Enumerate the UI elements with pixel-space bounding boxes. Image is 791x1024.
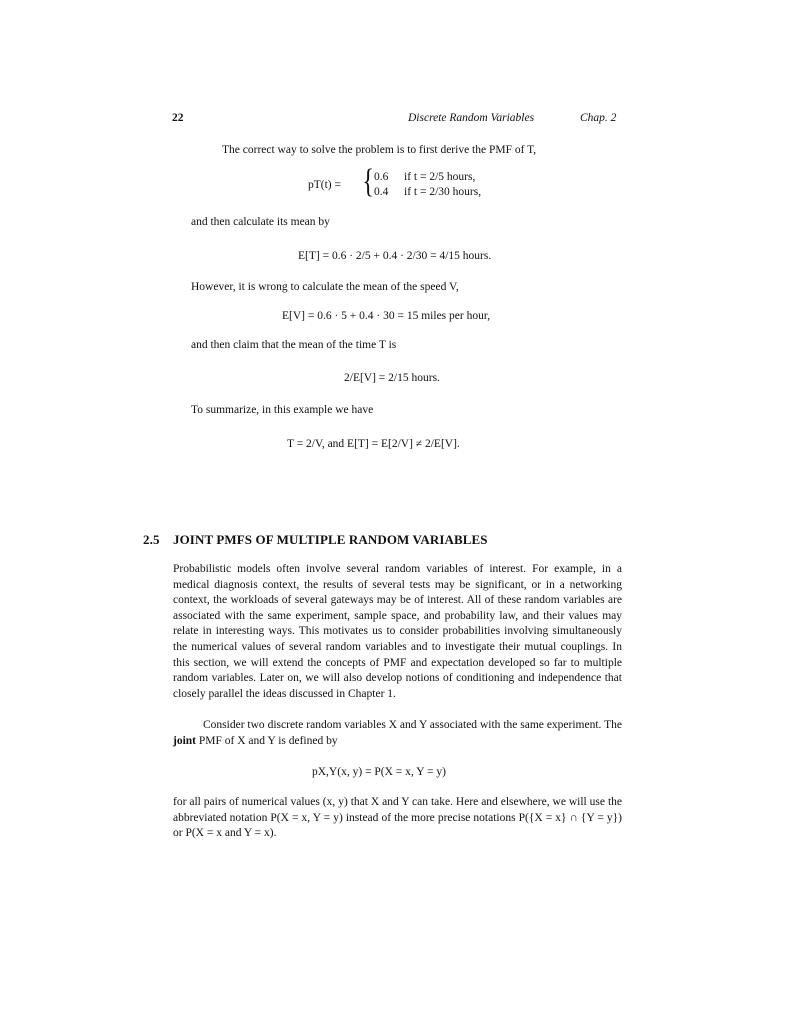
then-mean-text: and then calculate its mean by: [191, 216, 330, 228]
body-paragraph-1: [173, 562, 622, 702]
eq-joint-pmf: pX,Y(x, y) = P(X = x, Y = y): [312, 766, 446, 778]
claim-text: and then claim that the mean of the time T is: [191, 339, 397, 351]
pmf-case1-condition: if t = 2/5 hours,: [404, 171, 476, 183]
running-chapter-label: Chap. 2: [580, 112, 617, 124]
body-paragraph-3: [173, 795, 622, 842]
para2-text-b: PMF of X and Y is defined by: [196, 734, 338, 747]
paragraph-3-text: for all pairs of numerical values (x, y) that X and Y can take. Here and elsewhere, we will use the abbreviated notation P(X = x, Y = y) instead of the more precise notations P({X = x} ∩ {Y = y}) or P(X = x and Y = x).: [173, 796, 622, 840]
joint-term: joint: [173, 734, 196, 747]
paragraph-1-text: Probabilistic models often involve several random variables of interest. For example, in a medical diagnosis context, the results of several tests may be significant, or in a networking context, the workloads of several gateways may be of interest. All of these random variables are associated with the same experiment, sample space, and probability law, and their values may relate in interesting ways. This motivates us to consider probabilities involving simultaneously the numerical values of several random variables and to investigate their mutual couplings. In this section, we will extend the concepts of PMF and expectation developed so far to multiple random variables. Later on, we will also develop notions of conditioning and independence that closely parallel the ideas discussed in Chapter 1.: [173, 563, 622, 700]
page-number: 22: [172, 112, 184, 124]
example-intro-text: The correct way to solve the problem is to first derive the PMF of T,: [222, 144, 537, 156]
para2-text-a: Consider two discrete random variables X and Y associated with the same experiment. The: [203, 719, 622, 731]
section-title: JOINT PMFS OF MULTIPLE RANDOM VARIABLES: [173, 532, 488, 547]
pmf-case2-condition: if t = 2/30 hours,: [404, 186, 482, 198]
summarize-text: To summarize, in this example we have: [191, 404, 374, 416]
paragraph-2-text: [173, 718, 622, 749]
running-chapter-title: Discrete Random Variables: [408, 112, 535, 124]
eq-summary: T = 2/V, and E[T] = E[2/V] ≠ 2/E[V].: [287, 438, 460, 450]
pmf-case1-value: 0.6: [374, 171, 389, 183]
pmf-case2-value: 0.4: [374, 186, 389, 198]
eq-mean-T: E[T] = 0.6 · 2/5 + 0.4 · 2/30 = 4/15 hours.: [298, 250, 492, 262]
eq-claim: 2/E[V] = 2/15 hours.: [344, 372, 440, 384]
pmf-brace: {: [362, 163, 374, 200]
pmf-lhs: pT(t) =: [308, 179, 341, 191]
section-number: 2.5: [143, 532, 160, 547]
eq-mean-V: E[V] = 0.6 · 5 + 0.4 · 30 = 15 miles per hour,: [282, 310, 491, 322]
wrong-speed-text: However, it is wrong to calculate the mean of the speed V,: [191, 281, 459, 293]
body-paragraph-2: [173, 718, 622, 749]
